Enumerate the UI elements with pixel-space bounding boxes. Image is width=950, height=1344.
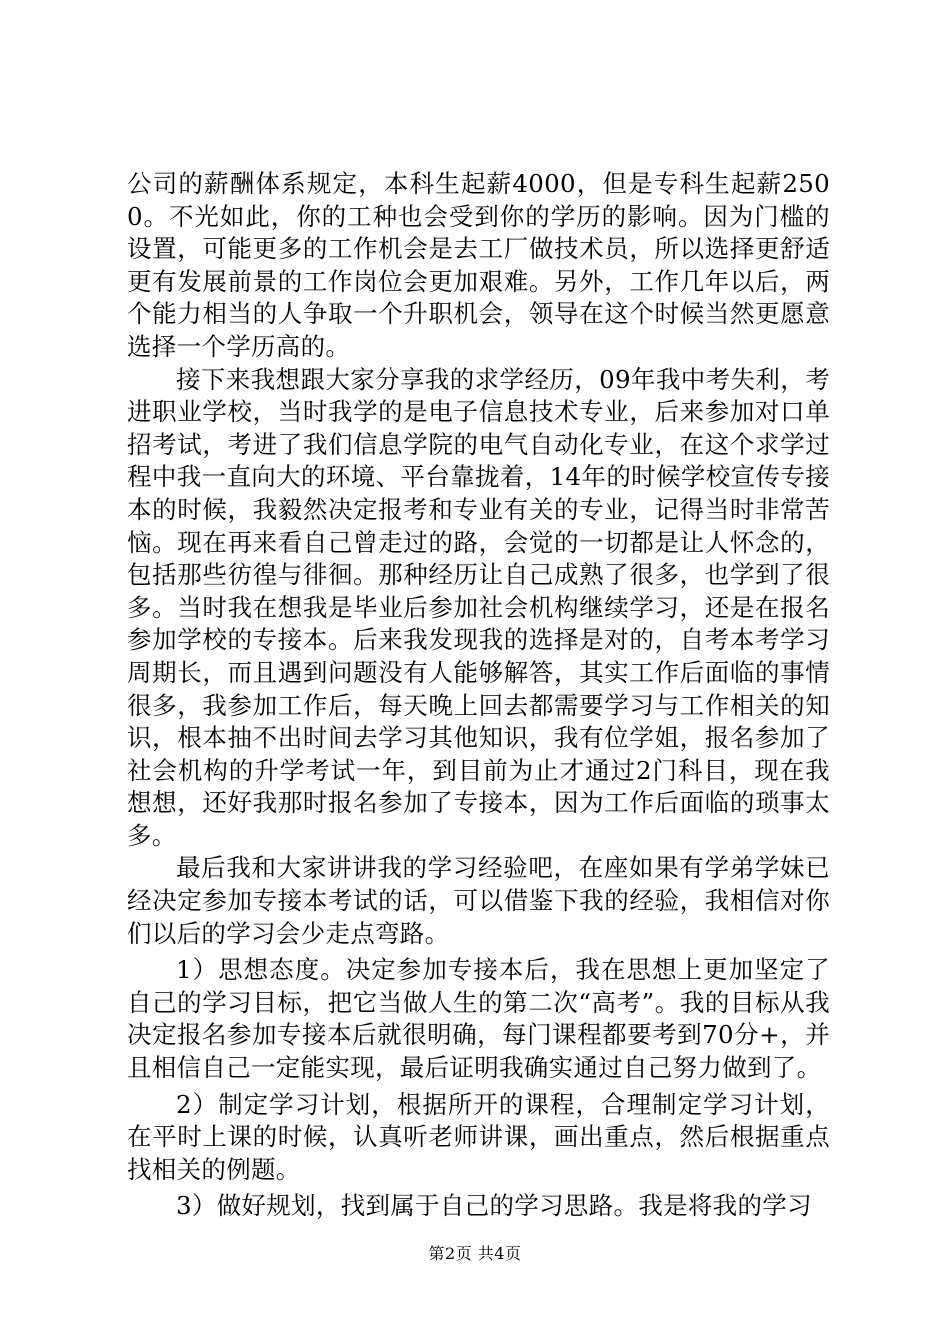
list-item-planning: 3）做好规划，找到属于自己的学习思路。我是将我的学习	[176, 1191, 812, 1221]
list-item-plan: 2）制定学习计划，根据所开的课程，合理制定学习计划，在平时上课的时候，认真听老师讲课，画出重点，然后根据重点找相关的例题。	[127, 1089, 830, 1184]
page-footer	[0, 1243, 950, 1265]
document-body	[127, 168, 830, 1223]
paragraph-study-history: 接下来我想跟大家分享我的求学经历，09年我中考失利，考进职业学校，当时我学的是电子信息技术专业，后来参加对口单招考试，考进了我们信息学院的电气自动化专业，在这个求学过程中我一直向大的环境、平台靠拢着，14年的时候学校宣传专接本的时候，我毅然决定报考和专业有关的专业，记得当时非常苦恼。现在再来看自己曾走过的路，会觉的一切都是让人怀念的，包括那些彷徨与徘徊。那种经历让自己成熟了很多，也学到了很多。当时我在想我是毕业后参加社会机构继续学习，还是在报名参加学校的专接本。后来我发现我的选择是对的，自考本考学习周期长，而且遇到问题没有人能够解答，其实工作后面临的事情很多，我参加工作后，每天晚上回去都需要学习与工作相关的知识，根本抽不出时间去学习其他知识，我有位学姐，报名参加了社会机构的升学考试一年，到目前为止才通过2门科目，现在我想想，还好我那时报名参加了专接本，因为工作后面临的琐事太多。	[127, 364, 830, 850]
paragraph-experience-intro: 最后我和大家讲讲我的学习经验吧，在座如果有学弟学妹已经决定参加专接本考试的话，可以借鉴下我的经验，我相信对你们以后的学习会少走点弯路。	[127, 853, 830, 948]
list-item-attitude: 1）思想态度。决定参加专接本后，我在思想上更加坚定了自己的学习目标，把它当做人生的第二次“高考”。我的目标从我决定报名参加专接本后就很明确，每门课程都要考到70分+，并且相信自己一定能实现，最后证明我确实通过自己努力做到了。	[127, 955, 830, 1083]
page-number: 第2页 共4页	[428, 1244, 522, 1263]
paragraph-salary: 公司的薪酬体系规定，本科生起薪4000，但是专科生起薪2500。不光如此，你的工种也会受到你的学历的影响。因为门槛的设置，可能更多的工作机会是去工厂做技术员，所以选择更舒适更有发展前景的工作岗位会更加艰难。另外，工作几年以后，两个能力相当的人争取一个升职机会，领导在这个时候当然更愿意选择一个学历高的。	[127, 169, 830, 361]
